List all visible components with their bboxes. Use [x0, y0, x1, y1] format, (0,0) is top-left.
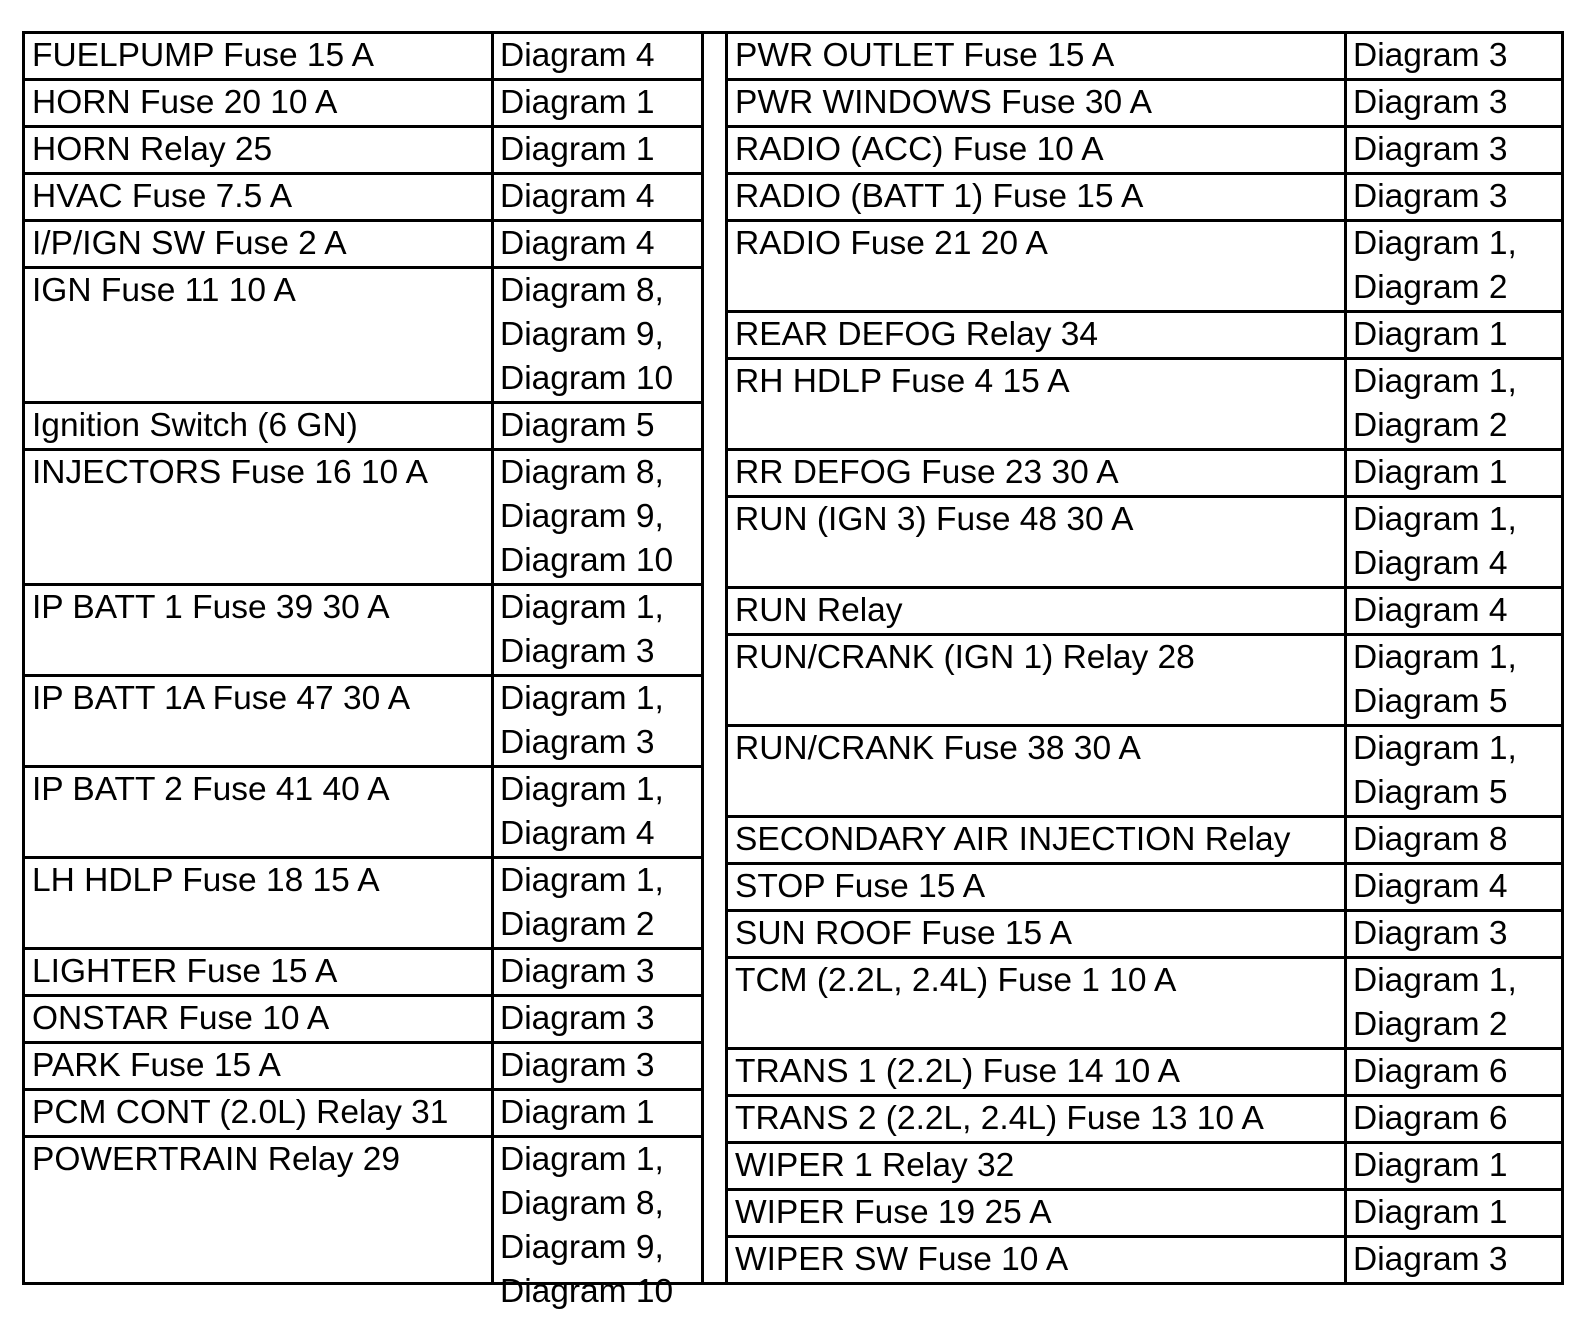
- table-row: [25, 997, 701, 1044]
- diagram-reference-cell: [1347, 498, 1561, 586]
- diagram-reference: Diagram 1: [500, 131, 655, 168]
- component-name-cell: [728, 1285, 1347, 1329]
- diagram-reference: Diagram 1,: [1353, 730, 1517, 767]
- column-divider: [1344, 34, 1347, 1282]
- diagram-reference-cell: [1347, 1097, 1561, 1141]
- diagram-reference-cell: [494, 586, 701, 674]
- diagram-reference-cell: [1347, 636, 1561, 724]
- diagram-reference-cell: [1347, 589, 1561, 633]
- diagram-reference-cell: [494, 81, 701, 125]
- table-row: [25, 950, 701, 997]
- component-name-cell: IP BATT 1A Fuse 47 30 A: [32, 680, 411, 717]
- component-name-cell: SECONDARY AIR INJECTION Relay: [735, 821, 1291, 858]
- diagram-reference-cell: [494, 128, 701, 172]
- component-name-cell: FUELPUMP Fuse 15 A: [32, 37, 374, 74]
- diagram-reference-cell: [494, 222, 701, 266]
- table-row: [25, 451, 701, 586]
- diagram-reference: Diagram 4: [1353, 545, 1508, 582]
- diagram-reference: Diagram 3: [500, 1000, 655, 1037]
- table-row: [728, 222, 1561, 313]
- table-row: [728, 727, 1561, 818]
- left-column-table: [25, 34, 704, 1310]
- table-row: [728, 313, 1561, 360]
- table-row: [25, 859, 701, 950]
- diagram-reference: Diagram 2: [500, 906, 655, 943]
- component-name-cell: WIPER 1 Relay 32: [735, 1147, 1015, 1184]
- component-name-cell: RADIO (ACC) Fuse 10 A: [735, 131, 1104, 168]
- column-gap: [704, 34, 728, 1282]
- diagram-reference-cell: [1347, 912, 1561, 956]
- diagram-reference-cell: [494, 859, 701, 947]
- diagram-reference: Diagram 3: [1353, 131, 1508, 168]
- diagram-reference: Diagram 2: [1353, 407, 1508, 444]
- diagram-reference-cell: [1347, 865, 1561, 909]
- diagram-reference: Diagram 3: [500, 633, 655, 670]
- diagram-reference-cell: [1347, 818, 1561, 862]
- diagram-reference: Diagram 10: [500, 542, 674, 579]
- diagram-reference: Diagram 1: [1353, 1147, 1508, 1184]
- diagram-reference: Diagram 3: [500, 953, 655, 990]
- diagram-reference-cell: [494, 997, 701, 1041]
- table-row: [728, 451, 1561, 498]
- component-name-cell: POWERTRAIN Relay 29: [32, 1141, 400, 1178]
- diagram-reference: Diagram 1,: [1353, 639, 1517, 676]
- diagram-reference: Diagram 6: [1353, 1100, 1508, 1137]
- component-name-cell: TCM (2.2L, 2.4L) Fuse 1 10 A: [735, 962, 1177, 999]
- table-row: [25, 34, 701, 81]
- diagram-reference: Diagram 3: [1353, 84, 1508, 121]
- diagram-reference: Diagram 5: [500, 407, 655, 444]
- table-row: [728, 1144, 1561, 1191]
- component-name-cell: HVAC Fuse 7.5 A: [32, 178, 293, 215]
- table-row: [728, 589, 1561, 636]
- diagram-reference: Diagram 3: [1353, 37, 1508, 74]
- table-row: [25, 81, 701, 128]
- component-name-cell: LIGHTER Fuse 15 A: [32, 953, 338, 990]
- component-name-cell: IGN Fuse 11 10 A: [32, 272, 296, 309]
- diagram-reference-cell: [494, 1091, 701, 1135]
- table-row: [728, 1097, 1561, 1144]
- diagram-reference: Diagram 1: [500, 84, 655, 121]
- column-divider: [491, 34, 494, 1282]
- diagram-reference-cell: [1347, 175, 1561, 219]
- diagram-reference-cell: [1347, 81, 1561, 125]
- diagram-reference: Diagram 1: [1353, 1194, 1508, 1231]
- component-name-cell: RADIO Fuse 21 20 A: [735, 225, 1048, 262]
- diagram-reference: Diagram 9,: [500, 1229, 664, 1266]
- table-row: [25, 1091, 701, 1138]
- table-row: [728, 81, 1561, 128]
- diagram-reference-cell: [494, 1138, 701, 1314]
- diagram-reference: Diagram 1: [1353, 316, 1508, 353]
- component-name-cell: IP BATT 2 Fuse 41 40 A: [32, 771, 390, 808]
- diagram-reference: Diagram 1,: [500, 589, 664, 626]
- diagram-reference: Diagram 1,: [500, 1141, 664, 1178]
- table-row: [25, 269, 701, 404]
- diagram-reference-cell: [1347, 128, 1561, 172]
- component-name-cell: RUN (IGN 3) Fuse 48 30 A: [735, 501, 1134, 538]
- component-name-cell: TRANS 1 (2.2L) Fuse 14 10 A: [735, 1053, 1181, 1090]
- diagram-reference-cell: [494, 34, 701, 78]
- table-row: [25, 175, 701, 222]
- diagram-reference: Diagram 4: [500, 815, 655, 852]
- table-row: [25, 1138, 701, 1314]
- diagram-reference: Diagram 8,: [500, 272, 664, 309]
- right-column-table: [728, 34, 1561, 1282]
- component-name-cell: STOP Fuse 15 A: [735, 868, 986, 905]
- diagram-reference-cell: [494, 950, 701, 994]
- table-row: [25, 1044, 701, 1091]
- component-name-cell: RUN/CRANK Fuse 38 30 A: [735, 730, 1141, 767]
- diagram-reference-cell: [494, 677, 701, 765]
- diagram-reference: Diagram 4: [500, 37, 655, 74]
- table-row: [728, 912, 1561, 959]
- component-name-cell: PWR WINDOWS Fuse 30 A: [735, 84, 1152, 121]
- component-name-cell: HORN Relay 25: [32, 131, 273, 168]
- table-row: [728, 34, 1561, 81]
- diagram-reference: Diagram 5: [1353, 683, 1508, 720]
- table-row: [728, 865, 1561, 912]
- diagram-reference-cell: [494, 404, 701, 448]
- diagram-reference: Diagram 3: [500, 724, 655, 761]
- diagram-reference-cell: [1347, 451, 1561, 495]
- diagram-reference: Diagram 3: [1353, 915, 1508, 952]
- component-name-cell: INJECTORS Fuse 16 10 A: [32, 454, 428, 491]
- table-row: [25, 677, 701, 768]
- diagram-reference: Diagram 4: [1353, 868, 1508, 905]
- component-name-cell: HORN Fuse 20 10 A: [32, 84, 338, 121]
- diagram-reference-cell: [1347, 1285, 1561, 1329]
- diagram-reference: Diagram 1: [1353, 454, 1508, 491]
- table-row: [728, 1050, 1561, 1097]
- component-name-cell: WIPER Fuse 19 25 A: [735, 1194, 1052, 1231]
- component-name-cell: PWR OUTLET Fuse 15 A: [735, 37, 1115, 74]
- diagram-reference: Diagram 4: [500, 178, 655, 215]
- component-name-cell: PARK Fuse 15 A: [32, 1047, 281, 1084]
- table-row: [25, 768, 701, 859]
- component-name-cell: IP BATT 1 Fuse 39 30 A: [32, 589, 390, 626]
- table-row: [25, 128, 701, 175]
- diagram-reference: Diagram 6: [1353, 1053, 1508, 1090]
- component-name-cell: RH HDLP Fuse 4 15 A: [735, 363, 1070, 400]
- diagram-reference-cell: [1347, 1238, 1561, 1282]
- diagram-reference-cell: [494, 768, 701, 856]
- diagram-reference: Diagram 1,: [1353, 962, 1517, 999]
- diagram-reference: Diagram 8: [1353, 821, 1508, 858]
- diagram-reference: Diagram 2: [1353, 1006, 1508, 1043]
- table-row: [728, 175, 1561, 222]
- table-row: [728, 818, 1561, 865]
- diagram-reference: Diagram 1,: [500, 771, 664, 808]
- diagram-reference: Diagram 1,: [1353, 501, 1517, 538]
- table-row: [728, 498, 1561, 589]
- diagram-reference-cell: [1347, 1191, 1561, 1235]
- diagram-reference: Diagram 1,: [500, 862, 664, 899]
- diagram-reference: Diagram 10: [500, 1273, 674, 1310]
- diagram-reference: Diagram 8,: [500, 1185, 664, 1222]
- diagram-reference: Diagram 10: [500, 360, 674, 397]
- diagram-reference-cell: [1347, 959, 1561, 1047]
- table-row: [728, 1238, 1561, 1285]
- component-name-cell: SUN ROOF Fuse 15 A: [735, 915, 1072, 952]
- diagram-reference: Diagram 3: [500, 1047, 655, 1084]
- table-row: [25, 222, 701, 269]
- diagram-reference: Diagram 8,: [500, 454, 664, 491]
- component-name-cell: PCM CONT (2.0L) Relay 31: [32, 1094, 449, 1131]
- diagram-reference: Diagram 1: [500, 1094, 655, 1131]
- component-name-cell: I/P/IGN SW Fuse 2 A: [32, 225, 347, 262]
- component-name-cell: WIPER SW Fuse 10 A: [735, 1241, 1069, 1278]
- component-name-cell: REAR DEFOG Relay 34: [735, 316, 1099, 353]
- diagram-reference-cell: [494, 269, 701, 401]
- table-row: [728, 1285, 1561, 1329]
- diagram-reference-cell: [1347, 34, 1561, 78]
- component-name-cell: RR DEFOG Fuse 23 30 A: [735, 454, 1119, 491]
- diagram-reference-cell: [494, 175, 701, 219]
- diagram-reference-cell: [1347, 1144, 1561, 1188]
- table-row: [25, 586, 701, 677]
- component-name-cell: LH HDLP Fuse 18 15 A: [32, 862, 380, 899]
- component-name-cell: RUN Relay: [735, 592, 903, 629]
- component-diagram-index-table: [22, 31, 1564, 1310]
- table-row: [728, 636, 1561, 727]
- table-row: [25, 404, 701, 451]
- diagram-reference: Diagram 1,: [500, 680, 664, 717]
- component-name-cell: RADIO (BATT 1) Fuse 15 A: [735, 178, 1144, 215]
- table-row: [728, 360, 1561, 451]
- diagram-reference-cell: [1347, 1050, 1561, 1094]
- table-row: [728, 1191, 1561, 1238]
- diagram-reference-cell: [1347, 727, 1561, 815]
- component-name-cell: Ignition Switch (6 GN): [32, 407, 358, 444]
- component-name-cell: RUN/CRANK (IGN 1) Relay 28: [735, 639, 1195, 676]
- diagram-reference: Diagram 9,: [500, 498, 664, 535]
- diagram-reference-cell: [1347, 222, 1561, 310]
- component-name-cell: ONSTAR Fuse 10 A: [32, 1000, 330, 1037]
- diagram-reference-cell: [494, 451, 701, 583]
- diagram-reference: Diagram 1,: [1353, 363, 1517, 400]
- component-name-cell: TRANS 2 (2.2L, 2.4L) Fuse 13 10 A: [735, 1100, 1264, 1137]
- diagram-reference: Diagram 4: [1353, 592, 1508, 629]
- diagram-reference: Diagram 5: [1353, 774, 1508, 811]
- diagram-reference-cell: [1347, 313, 1561, 357]
- diagram-reference: Diagram 2: [1353, 269, 1508, 306]
- diagram-reference: Diagram 1,: [1353, 225, 1517, 262]
- diagram-reference: [1353, 1285, 1561, 1329]
- diagram-reference: Diagram 3: [1353, 178, 1508, 215]
- diagram-reference: Diagram 4: [500, 225, 655, 262]
- diagram-reference-cell: [1347, 360, 1561, 448]
- diagram-reference: Diagram 3: [1353, 1241, 1508, 1278]
- table-row: [728, 128, 1561, 175]
- diagram-reference: Diagram 9,: [500, 316, 664, 353]
- diagram-reference-cell: [494, 1044, 701, 1088]
- table-row: [728, 959, 1561, 1050]
